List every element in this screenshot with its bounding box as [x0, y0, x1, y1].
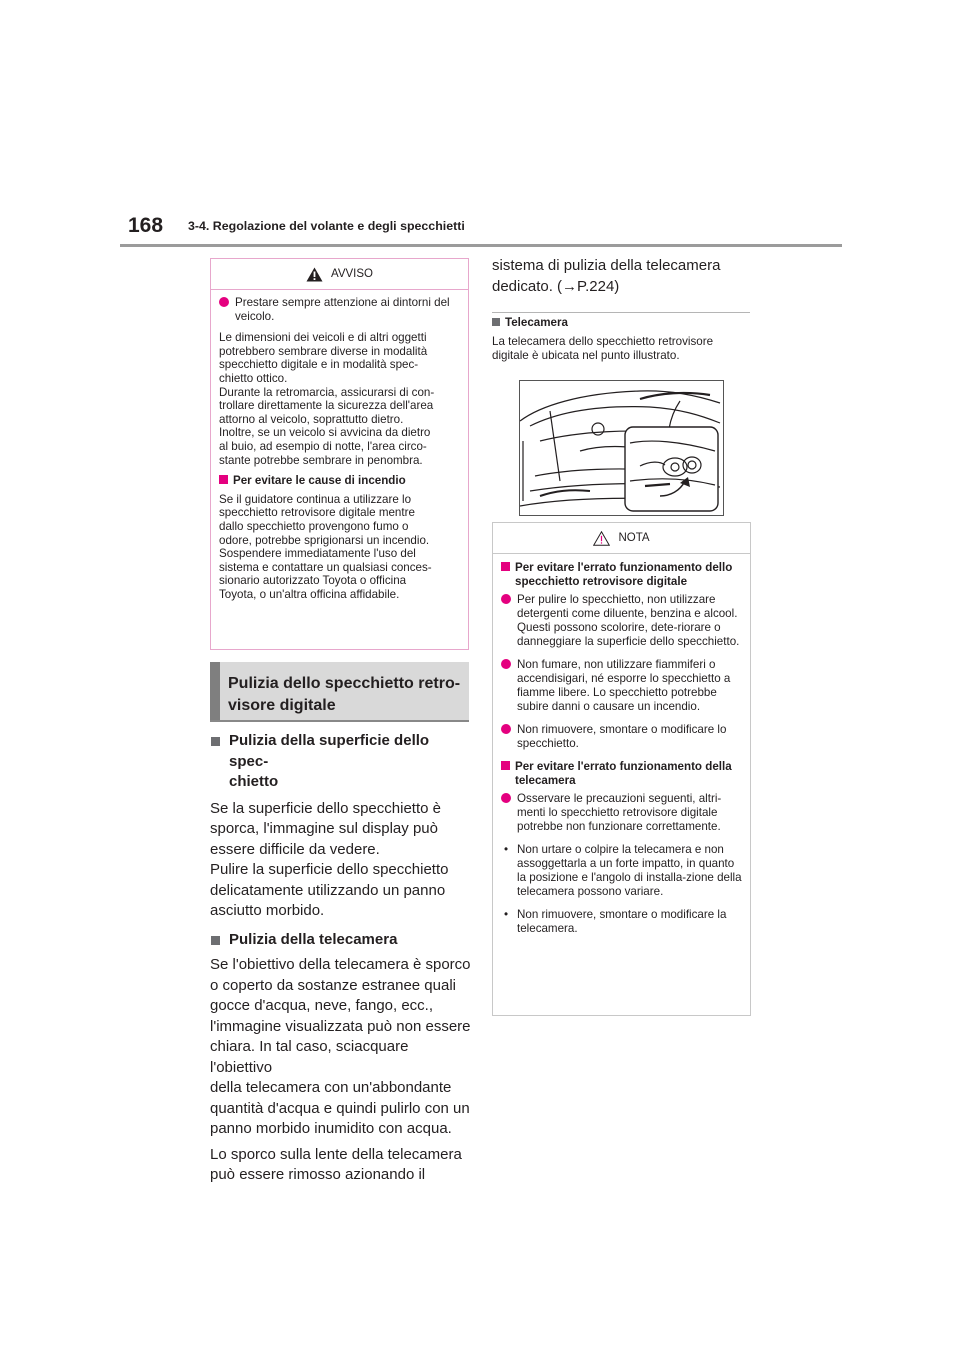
- text-line: dallo specchietto provengono fumo o: [219, 519, 409, 533]
- heading-line: visore digitale: [228, 697, 336, 714]
- note-bullet: [501, 593, 742, 649]
- header-rule: [120, 244, 842, 247]
- text-line: l'immagine visualizzata può non essere: [210, 1017, 471, 1035]
- dash-bullet-icon: •: [504, 843, 509, 856]
- bullet-dot-icon: [501, 659, 511, 669]
- note-subheading: [501, 561, 742, 589]
- text-line: sistema di pulizia della telecamera: [492, 257, 721, 274]
- text-line: può essere rimosso azionando il: [210, 1166, 426, 1183]
- note-bullet: [501, 658, 742, 714]
- mirror-cleaning-paragraph: [210, 799, 472, 922]
- note-dash-item: [501, 843, 742, 899]
- bullet-dot-icon: [501, 594, 511, 604]
- note-bullet: [501, 792, 742, 834]
- text-line: essere difficile da vedere.: [210, 840, 380, 858]
- note-dash-text: Non rimuovere, smontare o modificare la telecamera.: [517, 908, 727, 935]
- note-bullet-text: Osservare le precauzioni seguenti, altri-menti lo specchietto retrovisore digitale potrebbe non funzionare correttamente.: [517, 792, 722, 833]
- telecamera-heading-text: Telecamera: [505, 316, 568, 329]
- text-line: Sospendere immediatamente l'uso del: [219, 547, 416, 561]
- main-heading: [210, 662, 469, 722]
- warning-paragraph-2: [219, 493, 460, 602]
- note-bullet-text: Non fumare, non utilizzare fiammiferi o accendisigari, né esporre lo specchietto a fiamme libere. Lo specchietto potrebbe subire danni o causare un incendio.: [517, 658, 731, 713]
- text-line: Le dimensioni dei veicoli e di altri oggetti: [219, 331, 427, 345]
- square-bullet-icon: [492, 318, 500, 326]
- section-title: 3-4. Regolazione del volante e degli specchietti: [188, 219, 465, 233]
- text-line: sporca, l'immagine sul display può: [210, 820, 438, 837]
- page-reference-link[interactable]: dedicato. (→P.224): [492, 277, 620, 295]
- text-line: specchietto digitale e in modalità spec-: [219, 358, 419, 372]
- text-line: Lo sporco sulla lente della telecamera: [210, 1145, 462, 1163]
- divider: [492, 312, 750, 313]
- camera-location-illustration: [519, 380, 724, 516]
- dash-bullet-icon: •: [504, 908, 509, 921]
- caution-triangle-icon: [593, 531, 610, 546]
- note-dash-item: [501, 908, 742, 936]
- warning-triangle-icon: [306, 267, 323, 282]
- text-line: Se la superficie dello specchietto è: [210, 799, 441, 817]
- text-line: gocce d'acqua, neve, fango, ecc.,: [210, 997, 434, 1014]
- car-rear-illustration: [520, 381, 723, 515]
- square-bullet-icon: [211, 936, 220, 945]
- note-bullet: [501, 723, 742, 751]
- subheading-line: chietto: [229, 773, 279, 790]
- text-line: La telecamera dello specchietto retrovisore: [492, 335, 714, 348]
- left-column: [210, 731, 472, 1186]
- text-line: potrebbero sembrare diverse in modalità: [219, 344, 428, 358]
- subheading-line: Pulizia della superficie dello spec-: [229, 732, 430, 770]
- text-line: asciutto morbido.: [210, 902, 325, 919]
- warning-box: [210, 258, 469, 650]
- text-line: sionario autorizzato Toyota o officina: [219, 574, 407, 588]
- warning-header: [211, 259, 468, 290]
- square-bullet-icon: [219, 475, 228, 484]
- text-line: trollare direttamente la sicurezza dell'area: [219, 399, 434, 413]
- text-line: Se il guidatore continua a utilizzare lo: [219, 492, 412, 506]
- text-line: al buio, ad esempio di notte, l'area circo-: [219, 439, 427, 453]
- main-heading-text: [228, 673, 460, 717]
- heading-line: Pulizia dello specchietto retro-: [228, 675, 461, 692]
- text-line: panno morbido inumidito con acqua.: [210, 1120, 452, 1137]
- telecamera-heading: [492, 316, 568, 329]
- note-subheading: [501, 760, 742, 788]
- note-header: [493, 523, 750, 554]
- warning-paragraph-1: [219, 331, 460, 467]
- note-bullet-text: Non rimuovere, smontare o modificare lo specchietto.: [517, 723, 727, 750]
- text-line: specchietto retrovisore digitale mentre: [219, 506, 415, 520]
- text-line: della telecamera con un'abbondante: [210, 1079, 452, 1096]
- camera-washer-paragraph: [210, 1145, 472, 1186]
- subheading-mirror-cleaning: [210, 731, 472, 793]
- text-line: Toyota, o un'altra officina affidabile.: [219, 587, 400, 601]
- note-bullet-text: Per pulire lo specchietto, non utilizzare detergenti come diluente, benzina e alcool. Questi possono scolorire, dete-riorare o danneggiare la superficie dello specchietto.: [517, 593, 740, 648]
- note-dash-text: Non urtare o colpire la telecamera e non assoggettarla a un forte impatto, in quanto la posizione e l'angolo di installa-zione della telecamera possono variare.: [517, 843, 742, 898]
- heading-bar: [210, 662, 220, 720]
- warning-subheading: [219, 474, 460, 488]
- text-line: Durante la retromarcia, assicurarsi di con-: [219, 385, 435, 399]
- camera-cleaning-paragraph: [210, 955, 472, 1140]
- note-subheading-text: Per evitare l'errato funzionamento dello specchietto retrovisore digitale: [515, 561, 733, 588]
- text-line: stante potrebbe sembrare in penombra.: [219, 453, 423, 467]
- square-bullet-icon: [501, 562, 510, 571]
- text-line: Inoltre, se un veicolo si avvicina da dietro: [219, 426, 431, 440]
- warning-bullet: [219, 296, 460, 323]
- text-line: attorno al veicolo, soprattutto dietro.: [219, 412, 404, 426]
- warning-title: AVVISO: [331, 268, 373, 280]
- bullet-dot-icon: [501, 793, 511, 803]
- square-bullet-icon: [501, 761, 510, 770]
- note-box: [492, 522, 751, 1016]
- text-line: chiara. In tal caso, sciacquare l'obiettivo: [210, 1038, 409, 1076]
- text-line: chietto ottico.: [219, 371, 288, 385]
- square-bullet-icon: [211, 737, 220, 746]
- note-subheading-text: Per evitare l'errato funzionamento della telecamera: [515, 760, 732, 787]
- text-line: quantità d'acqua e quindi pulirlo con un: [210, 1099, 470, 1117]
- text-line: sistema e contattare un qualsiasi conces-: [219, 560, 432, 574]
- bullet-dot-icon: [219, 297, 229, 307]
- text-line: Se l'obiettivo della telecamera è sporco: [210, 956, 471, 973]
- warning-subheading-text: Per evitare le cause di incendio: [233, 474, 406, 488]
- right-continuation: [492, 256, 754, 297]
- warning-bullet-text: Prestare sempre attenzione ai dintorni del veicolo.: [235, 296, 450, 323]
- subheading-camera-cleaning: [210, 930, 472, 951]
- text-line: delicatamente utilizzando un panno: [210, 881, 446, 899]
- page-number: 168: [128, 214, 164, 237]
- note-title: NOTA: [618, 532, 650, 544]
- subheading-line: Pulizia della telecamera: [229, 930, 398, 948]
- bullet-dot-icon: [501, 724, 511, 734]
- text-line: odore, potrebbe sprigionarsi un incendio.: [219, 533, 430, 547]
- text-line: Pulire la superficie dello specchietto: [210, 861, 449, 878]
- text-line: digitale è ubicata nel punto illustrato.: [492, 349, 680, 362]
- text-line: o coperto da sostanze estranee quali: [210, 976, 456, 994]
- telecamera-description: [492, 335, 752, 363]
